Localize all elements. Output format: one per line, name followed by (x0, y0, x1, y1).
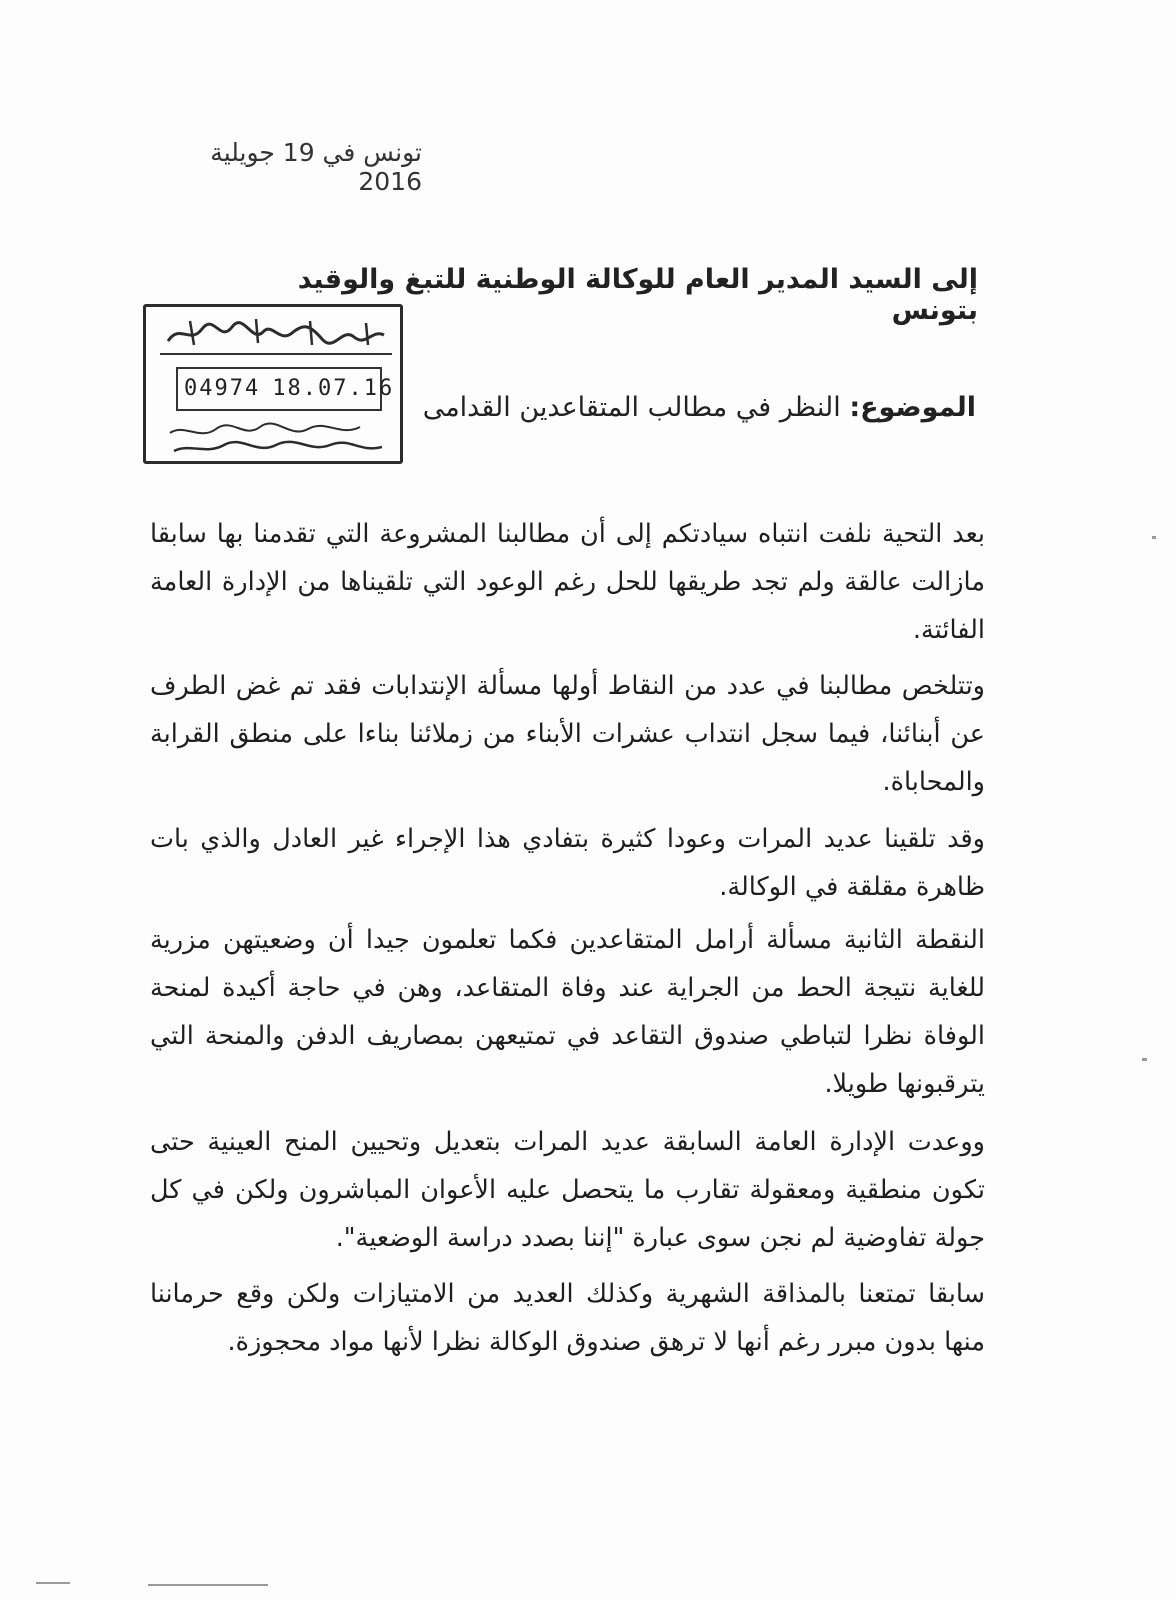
letter-date: تونس في 19 جويلية 2016 (210, 138, 422, 196)
scan-speck (1152, 536, 1156, 539)
scan-speck (1142, 1058, 1147, 1061)
paragraph-1: بعد التحية نلفت انتباه سيادتكم إلى أن مطالبنا المشروعة التي تقدمنا بها سابقا مازالت عالقة ولم تجد طريقها للحل رغم الوعود التي تلقيناها من الإدارة العامة الفائتة. (150, 519, 985, 645)
scan-speck (36, 1582, 70, 1584)
subject-label: الموضوع: (849, 392, 976, 423)
scan-speck (148, 1584, 268, 1586)
stamp-organization-handwriting (160, 315, 392, 355)
paragraph-3: وقد تلقينا عديد المرات وعودا كثيرة بتفادي هذا الإجراء غير العادل والذي بات ظاهرة مقلقة في الوكالة. (150, 824, 985, 902)
subject-text: النظر في مطالب المتقاعدين القدامى (422, 392, 841, 423)
paragraph-6: سابقا تمتعنا بالمذاقة الشهرية وكذلك العديد من الامتيازات ولكن وقع حرماننا منها بدون مبرر رغم أنها لا ترهق صندوق الوكالة نظرا لأنها مواد محجوزة. (150, 1279, 985, 1357)
stamp-office-handwriting (160, 419, 392, 459)
stamp-number: 04974 (184, 376, 261, 401)
letter-recipient: إلى السيد المدير العام للوكالة الوطنية للتبغ والوقيد بتونس (297, 264, 978, 326)
letter-subject (420, 392, 976, 423)
paragraph-4: النقطة الثانية مسألة أرامل المتقاعدين فكما تعلمون جيدا أن وضعيتهن مزرية للغاية نتيجة الحط من الجراية عند وفاة المتقاعد، وهن في حاجة أكيدة لمنحة الوفاة نظرا لتباطي صندوق التقاعد في تمتيعهن بمصاريف الدفن والمنحة التي يترقبونها طويلا. (150, 925, 985, 1099)
stamp-registration-box (176, 367, 395, 411)
paragraph-2: وتتلخص مطالبنا في عدد من النقاط أولها مسألة الإنتدابات فقد تم غض الطرف عن أبنائنا، فيما سجل انتداب عشرات الأبناء من زملائنا بناءا على منطق القرابة والمحاباة. (150, 671, 985, 797)
reception-stamp (143, 304, 403, 464)
paragraph-5: ووعدت الإدارة العامة السابقة عديد المرات بتعديل وتحيين المنح العينية حتى تكون منطقية ومعقولة تقارب ما يتحصل عليه الأعوان المباشرون ولكن في كل جولة تفاوضية لم نجن سوى عبارة "إننا بصدد دراسة الوضعية". (150, 1127, 985, 1253)
stamp-date: 18.07.16 (272, 376, 395, 401)
